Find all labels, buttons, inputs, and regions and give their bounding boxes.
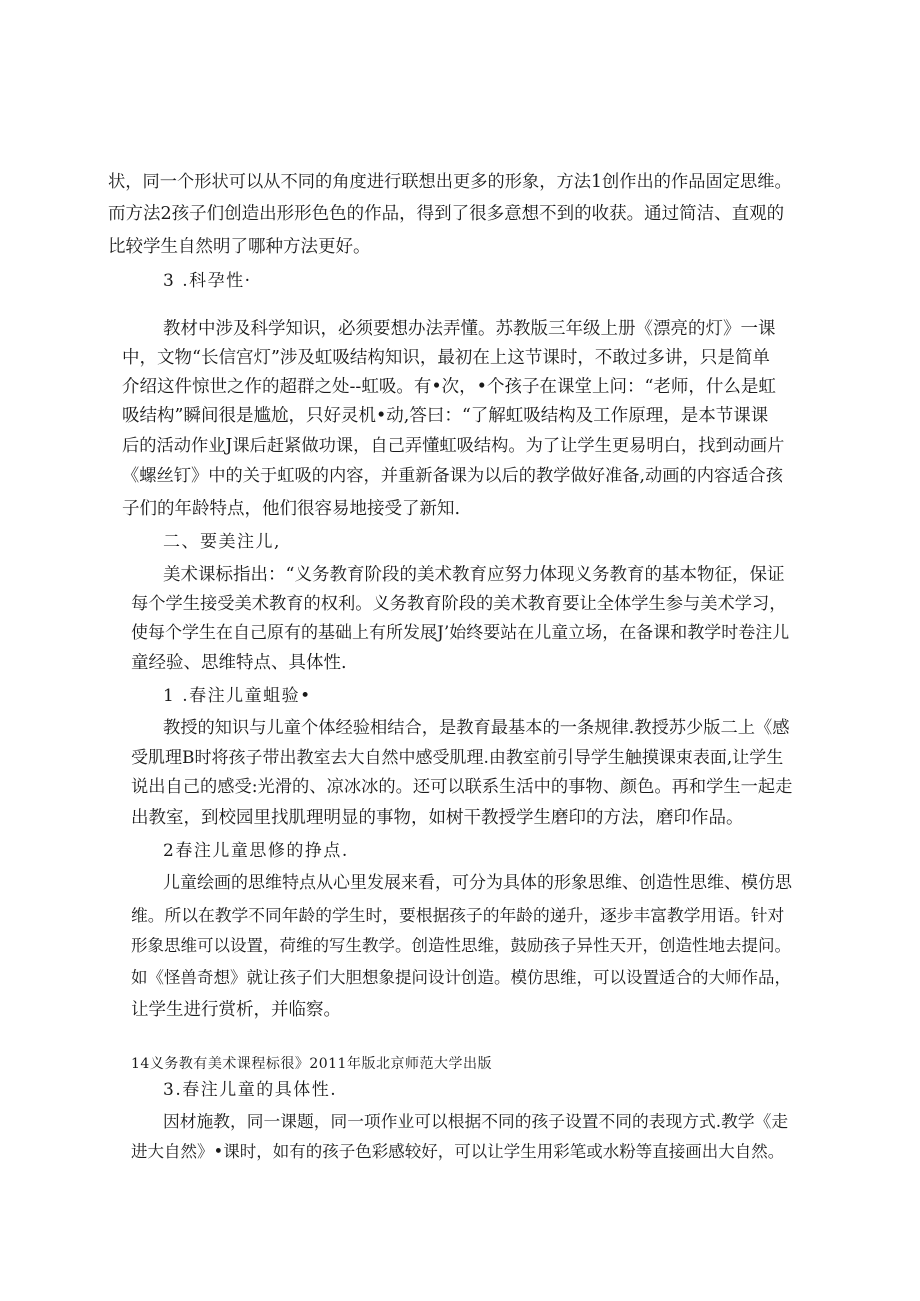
section-heading: 二、要美注儿, xyxy=(163,532,281,552)
paragraph-line: 子们的年龄特点，他们很容易地接受了新知. xyxy=(122,499,461,519)
paragraph-line: 美术课标指出：“义务教育阶段的美术教育应努力体现义务教育的基本物征，保证 xyxy=(163,565,785,585)
section-heading: 3.春注儿童的具体性. xyxy=(163,1080,338,1100)
paragraph-line: 说出自己的感受:光滑的、凉冰冰的。还可以联系生活中的事物、颜色。再和学生一起走 xyxy=(131,777,793,797)
paragraph-line: 进大自然》•课时，如有的孩子色彩感较好，可以让学生用彩笔或水粉等直接画出大自然。 xyxy=(131,1142,785,1161)
paragraph-line: 形象思维可以设置，荷维的写生教学。创造性思维，鼓励孩子异性天开，创造性地去提问。 xyxy=(131,936,791,955)
paragraph-line: 教材中涉及科学知识，必须要想办法弄懂。苏教版三年级上册《漂亮的灯》一课 xyxy=(163,319,776,339)
paragraph-line: 教授的知识与儿童个体经验相结合，是教育最基本的一条规律.教授苏少版二上《感 xyxy=(163,718,790,738)
section-heading: 2春注儿童思修的挣点. xyxy=(163,841,349,861)
section-heading: 3 .科孕性· xyxy=(163,271,252,291)
paragraph-line: 状，同一个形状可以从不同的角度进行联想出更多的形象，方法1创作出的作品固定思维。 xyxy=(108,172,792,192)
paragraph-line: 后的活动作业J课后赶紧做功课，自己弄懂虹吸结构。为了让学生更易明白，找到动画片 xyxy=(122,436,785,456)
paragraph-line: 儿童绘画的思维特点从心里发展来看，可分为具体的形象思维、创造性思维、模仿思 xyxy=(163,873,792,893)
paragraph-line: 比较学生自然明了哪种方法更好。 xyxy=(108,237,371,257)
paragraph-line: 因材施教，同一课题，同一项作业可以根据不同的孩子设置不同的表现方式.教学《走 xyxy=(163,1111,789,1131)
paragraph-line: 让学生进行赏析，并临察。 xyxy=(131,1000,341,1020)
paragraph-line: 如《怪兽奇想》就让孩子们大胆想象提问设计创造。模仿思维，可以设置适合的大师作品， xyxy=(131,968,791,987)
section-heading: 1 .春注儿童蛆验• xyxy=(163,686,312,706)
paragraph-line: 受肌理B时将孩子带出教室去大自然中感受肌理.由教室前引导学生触摸课束表面,让学生 xyxy=(131,748,784,768)
paragraph-line: 维。所以在教学不同年龄的学生时，要根据孩子的年龄的递升，逐步丰富教学用语。针对 xyxy=(131,905,785,925)
paragraph-line: 中，文物“长信宫灯”涉及虹吸结构知识，最初在上这节课时，不敢过多讲，只是简单 xyxy=(122,348,770,368)
paragraph-line: 吸结构”瞬间很是尴尬，只好灵机•动,答曰：“了解虹吸结构及工作原理，是本节课课 xyxy=(122,406,769,426)
paragraph-line: 每个学生接受美术教育的权利。义务教育阶段的美术教育要让全体学生参与美术学习， xyxy=(131,594,787,614)
paragraph-line: 使每个学生在自己原有的基础上有所发展J’始终要站在儿童立场，在备课和教学时卷注儿 xyxy=(131,623,790,643)
paragraph-line: 介绍这件惊世之作的超群之处--虹吸。有•次，•个孩子在课堂上问：“老师，什么是虹 xyxy=(122,377,776,397)
footnote: 14义务教有美术课程标很》2011年版北京师范大学出版 xyxy=(131,1056,492,1072)
paragraph-line: 而方法2孩子们创造出形形色色的作品，得到了很多意想不到的收获。通过简洁、直观的 xyxy=(108,204,785,224)
paragraph-line: 《螺丝钉》中的关于虹吸的内容，并重新备课为以后的教学做好准备,动画的内容适合孩 xyxy=(122,466,783,486)
paragraph-line: 童经验、思维特点、具体性. xyxy=(131,653,347,673)
paragraph-line: 出教室，到校园里找肌理明显的事物，如树干教授学生磨印的方法，磨印作品。 xyxy=(131,808,744,828)
